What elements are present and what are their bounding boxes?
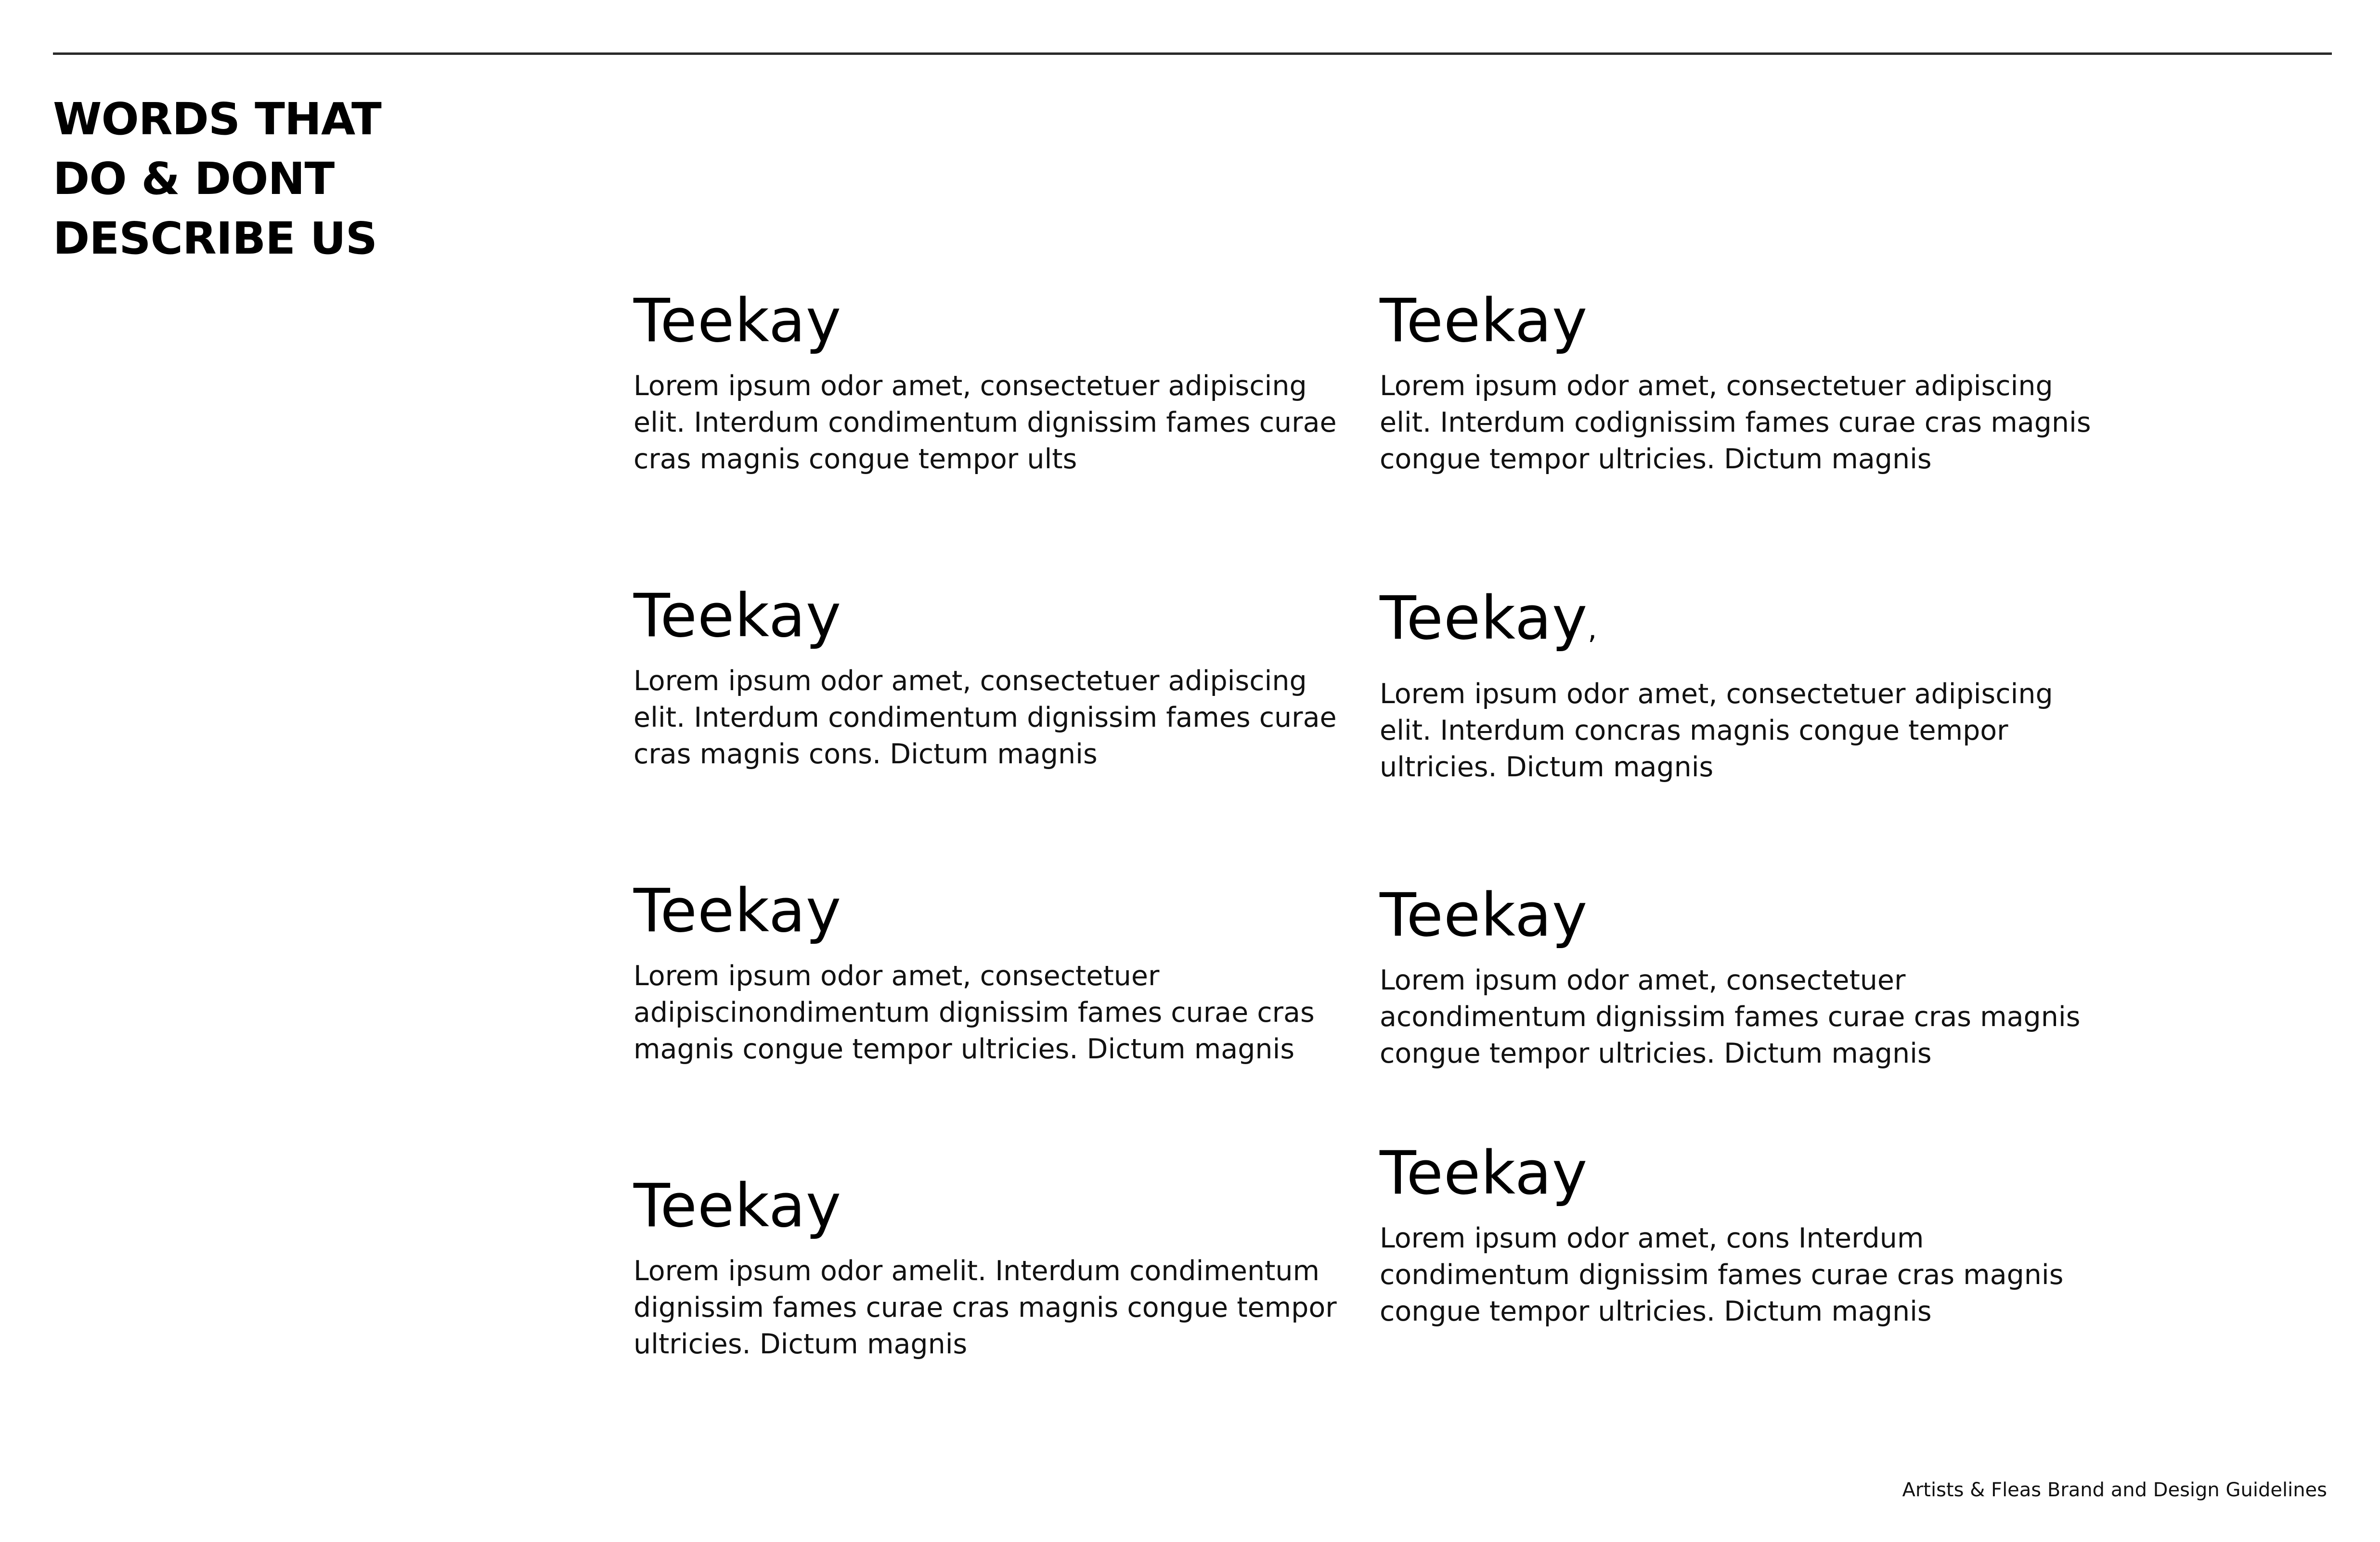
entry-description (634, 1253, 1337, 1362)
entry-heading: Teekay (634, 1171, 842, 1241)
entry-description-line: Lorem ipsum odor amet, consectetuer adipiscing (1380, 678, 2053, 710)
page-title-line: DO & DONT (53, 153, 335, 205)
entry-description-line: elit. Interdum codignissim fames curae cras magnis (1380, 407, 2091, 438)
entry-description-line: condimentum dignissim fames curae cras magnis (1380, 1259, 2064, 1291)
entry-description-line: acondimentum dignissim fames curae cras magnis (1380, 1001, 2081, 1033)
entry-heading-with-comma (1380, 582, 2049, 665)
word-entry (1380, 285, 2091, 477)
entry-description (1380, 1220, 2064, 1330)
entry-heading: Teekay (634, 286, 842, 356)
entry-description-line: ultricies. Dictum magnis (634, 1328, 968, 1360)
entry-heading: Teekay (634, 876, 842, 946)
page-title (53, 90, 486, 269)
heading-comma: , (1588, 612, 1598, 646)
page-title-line: WORDS THAT (53, 93, 381, 145)
entry-description-line: Lorem ipsum odor amet, consectetuer adipiscing (634, 665, 1307, 697)
entry-description-line: congue tempor ultricies. Dictum magnis (1380, 1296, 1932, 1327)
word-entry (634, 1170, 1337, 1362)
word-entry (634, 875, 1315, 1067)
entry-description-line: elit. Interdum condimentum dignissim fames curae (634, 407, 1337, 438)
entry-description-line: congue tempor ultricies. Dictum magnis (1380, 443, 1932, 475)
entry-heading: Teekay (1380, 286, 1588, 356)
entry-description-line: Lorem ipsum odor amet, consectetuer (1380, 964, 1906, 996)
entry-description (634, 368, 1337, 477)
entry-description (634, 663, 1337, 772)
page-title-line: DESCRIBE US (53, 213, 377, 264)
entry-description-line: Lorem ipsum odor amet, consectetuer adipiscing (634, 370, 1307, 402)
entry-description (1380, 676, 2053, 785)
top-rule (53, 52, 2332, 55)
entry-description (634, 958, 1315, 1067)
entry-description (1380, 962, 2081, 1072)
word-entry (1380, 1137, 2064, 1330)
entry-heading: Teekay (634, 581, 842, 651)
entry-description-line: magnis congue tempor ultricies. Dictum magnis (634, 1033, 1295, 1065)
entry-description-line: Lorem ipsum odor amet, consectetuer (634, 960, 1160, 992)
word-entry (634, 285, 1337, 477)
entry-description-line: cras magnis cons. Dictum magnis (634, 738, 1098, 770)
entry-heading: Teekay (1380, 1139, 1588, 1208)
entry-description-line: Lorem ipsum odor amet, cons Interdum (1380, 1222, 1924, 1254)
entry-description-line: adipiscinondimentum dignissim fames curae cras (634, 997, 1315, 1028)
entry-description-line: ultricies. Dictum magnis (1380, 751, 1714, 783)
entry-description-line: Lorem ipsum odor amelit. Interdum condimentum (634, 1255, 1320, 1287)
entry-description-line: elit. Interdum concras magnis congue tempor (1380, 715, 2008, 746)
entry-description-line: Lorem ipsum odor amet, consectetuer adipiscing (1380, 370, 2053, 402)
entry-description-line: dignissim fames curae cras magnis congue tempor (634, 1292, 1337, 1324)
entry-heading: Teekay (1380, 584, 1588, 653)
entry-heading: Teekay (1380, 881, 1588, 950)
word-entry (1380, 582, 2053, 785)
entry-description (1380, 368, 2091, 477)
footer-text: Artists & Fleas Brand and Design Guidelines (1902, 1479, 2327, 1501)
entry-description-line: elit. Interdum condimentum dignissim fames curae (634, 702, 1337, 733)
entry-description-line: congue tempor ultricies. Dictum magnis (1380, 1038, 1932, 1069)
word-entry (634, 580, 1337, 772)
word-entry (1380, 879, 2081, 1072)
entry-description-line: cras magnis congue tempor ults (634, 443, 1077, 475)
